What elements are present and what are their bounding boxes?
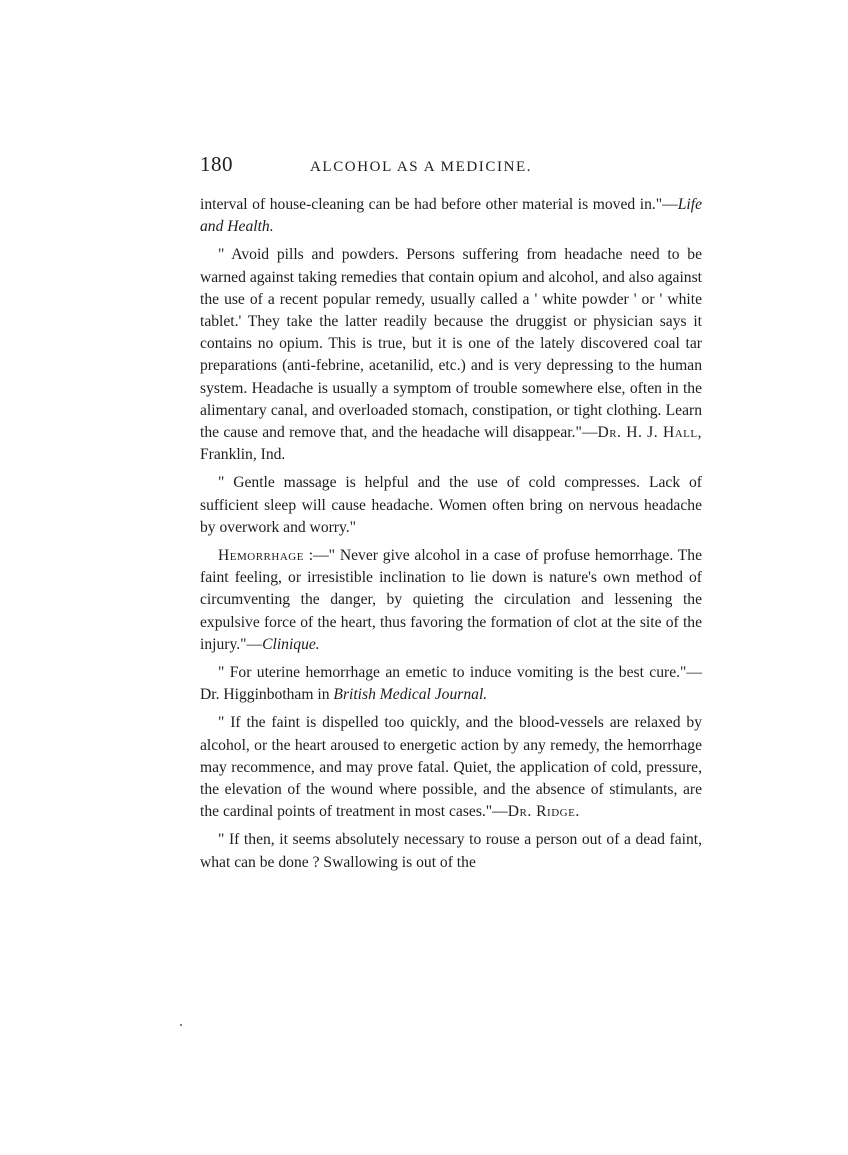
author-dr-ridge: Dr. Ridge. [507,803,580,821]
paragraph-4 [200,545,702,656]
paragraph-5-text: " For uterine hemorrhage an emetic to induce vomiting is the best cure."—Dr. Higginbotham in [200,664,702,704]
source-british-medical-journal: British Medical Journal. [333,686,488,704]
page-header [200,152,702,178]
author-place: Franklin, Ind. [200,446,286,464]
paragraph-3-text: " Gentle massage is helpful and the use of cold compresses. Lack of sufficient sleep will cause headache. Women often bring on nervous headache by overwork and worry." [200,474,702,536]
scan-speck [180,1024,182,1026]
paragraph-5 [200,662,702,706]
paragraph-1 [200,194,702,238]
running-head: ALCOHOL AS A MEDICINE. [310,159,533,175]
paragraph-4-text: :—" Never give alcohol in a case of profuse hemorrhage. The faint feeling, or irresistible inclination to lie down is nature's own method of circumventing the danger, by quieting the circulation and lessening the expulsive force of the heart, thus favoring the formation of clot at the site of the injury."— [200,547,702,653]
paragraph-1-text: interval of house-cleaning can be had before other material is moved in."— [200,196,678,213]
source-life-and-health: Life and Health. [200,196,702,236]
paragraph-3 [200,472,702,539]
source-clinique: Clinique. [262,635,320,653]
page-number: 180 [200,152,233,176]
paragraph-7-text: " If then, it seems absolutely necessary to rouse a person out of a dead faint, what can be done ? Swallowing is out of the [200,831,702,871]
book-page [200,152,702,880]
paragraph-6-text: " If the faint is dispelled too quickly, and the blood-vessels are relaxed by alcohol, or the heart aroused to energetic action by any remedy, the hemorrhage may recommence, and may prove fatal. Quiet, the application of cold, pressure, the elevation of the wound where possible, and the absence of stimulants, are the cardinal points of treatment in most cases."— [200,714,702,821]
paragraph-2-text: " Avoid pills and powders. Persons suffering from headache need to be warned against taking remedies that contain opium and alcohol, and also against the use of a recent popular remedy, usually called a ' white powder ' or ' white tablet.' They take the latter readily because the druggist or physician says it contains no opium. This is true, but it is one of the lately discovered coal tar preparations (anti-febrine, acetanilid, etc.) and is very depressing to the human system. Headache is usually a symptom of trouble somewhere else, often in the alimentary canal, and overloaded stomach, constipation, or tight clothing. Learn the cause and remove that, and the headache will disappear."— [200,246,702,442]
paragraph-6 [200,712,702,823]
section-heading-hemorrhage: Hemorrhage [218,547,304,565]
paragraph-2 [200,244,702,466]
author-dr-hall: Dr. H. J. Hall, [597,424,702,442]
paragraph-7 [200,829,702,873]
